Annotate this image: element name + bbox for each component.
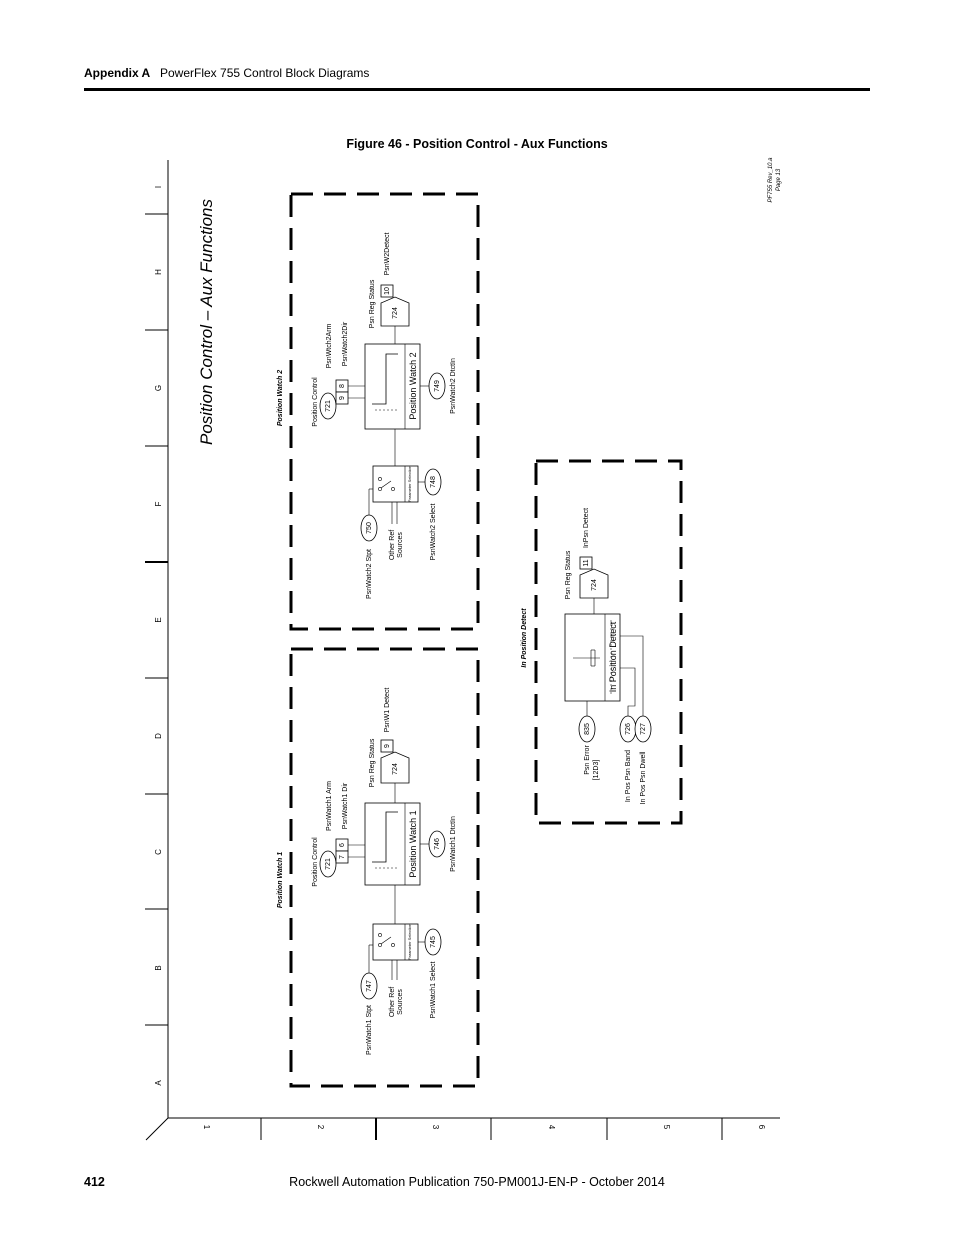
watch1-dir-label: PsnWatch1 Dir bbox=[342, 782, 349, 830]
position-watch-2 bbox=[277, 233, 457, 599]
inpos-group-title: In Position Detect bbox=[521, 608, 528, 668]
page-label: Page 13 bbox=[776, 168, 782, 192]
watch1-block-label: Position Watch 1 bbox=[408, 810, 418, 878]
watch1-bit-dir: 7 bbox=[339, 855, 346, 859]
row-label-f: F bbox=[154, 501, 163, 507]
watch2-stpt-param: 750 bbox=[366, 522, 373, 534]
col-label-1: 1 bbox=[202, 1124, 211, 1130]
col-label-2: 2 bbox=[316, 1124, 325, 1130]
inpos-detect-label: InPsn Detect bbox=[583, 507, 590, 549]
col-label-3: 3 bbox=[431, 1124, 440, 1130]
watch1-group-title: Position Watch 1 bbox=[277, 851, 284, 909]
watch1-detect-label: PsnW1 Detect bbox=[384, 687, 391, 733]
row-label-b: B bbox=[154, 965, 163, 971]
watch1-pos-control-param: 721 bbox=[325, 858, 332, 870]
watch2-dir-label: PsnWatch2Dir bbox=[342, 321, 349, 367]
row-label-a: A bbox=[154, 1080, 163, 1086]
inpos-error-ref: [12D3] bbox=[593, 759, 600, 781]
watch2-sources: Sources bbox=[397, 532, 404, 558]
watch1-status-bit: 9 bbox=[384, 744, 391, 748]
watch2-bit-dir: 9 bbox=[339, 396, 346, 400]
watch1-dtctin-param: 746 bbox=[434, 838, 441, 850]
inpos-dwell-label: In Pos Psn Dwell bbox=[640, 751, 647, 805]
figure-title: Figure 46 - Position Control - Aux Functions bbox=[346, 137, 608, 151]
inpos-status-param: 724 bbox=[591, 579, 598, 591]
header-title: PowerFlex 755 Control Block Diagrams bbox=[160, 66, 370, 80]
watch1-dtctin-label: PsnWatch1 DtctIn bbox=[450, 816, 457, 872]
col-label-6: 6 bbox=[757, 1124, 766, 1130]
watch2-stpt-label: PsnWatch2 Stpt bbox=[366, 549, 373, 599]
inpos-status-bit: 11 bbox=[583, 559, 590, 567]
inpos-band-label: In Pos Psn Band bbox=[625, 749, 632, 803]
inpos-dwell-param: 727 bbox=[640, 723, 647, 735]
watch2-status-label: Psn Reg Status bbox=[369, 279, 376, 329]
inpos-error-param: 835 bbox=[584, 723, 591, 735]
watch1-select-param: 745 bbox=[430, 936, 437, 948]
row-label-h: H bbox=[154, 269, 163, 275]
watch1-selector-label: Parameter Selection bbox=[407, 923, 412, 961]
watch1-status-label: Psn Reg Status bbox=[369, 738, 376, 788]
inpos-band-param: 726 bbox=[625, 723, 632, 735]
watch1-bit-arm: 6 bbox=[339, 843, 346, 847]
row-label-c: C bbox=[154, 849, 163, 855]
header-section: Appendix A bbox=[84, 66, 151, 80]
watch2-status-bit: 10 bbox=[384, 287, 391, 295]
watch2-detect-label: PsnW2Detect bbox=[384, 232, 391, 276]
diagram-main-title: Position Control – Aux Functions bbox=[197, 199, 216, 445]
watch1-other-ref: Other Ref bbox=[389, 986, 396, 1018]
watch2-dtctin-param: 749 bbox=[434, 380, 441, 392]
watch1-stpt-label: PsnWatch1 Stpt bbox=[366, 1005, 373, 1055]
page-number: 412 bbox=[84, 1175, 105, 1189]
inpos-status-label: Psn Reg Status bbox=[565, 550, 572, 600]
inpos-error-label: Psn Error bbox=[584, 745, 591, 775]
watch2-arm-label: PsnWtch2Arm bbox=[326, 323, 333, 369]
row-label-d: D bbox=[154, 733, 163, 739]
watch1-sources: Sources bbox=[397, 989, 404, 1015]
watch2-pos-control-param: 721 bbox=[325, 400, 332, 412]
revision-label: PF755 Rev_10.a bbox=[768, 157, 774, 203]
row-label-e: E bbox=[154, 617, 163, 623]
watch2-pos-control-label: Position Control bbox=[312, 377, 319, 427]
row-label-i: I bbox=[154, 185, 163, 189]
watch2-other-ref: Other Ref bbox=[389, 529, 396, 561]
row-label-g: G bbox=[154, 384, 163, 392]
watch2-status-param: 724 bbox=[392, 307, 399, 319]
watch2-selector-label: Parameter Selection bbox=[407, 465, 412, 503]
watch2-group-title: Position Watch 2 bbox=[277, 369, 284, 427]
watch1-pos-control-label: Position Control bbox=[312, 837, 319, 887]
watch1-select-label: PsnWatch1 Select bbox=[430, 961, 437, 1019]
in-position-detect bbox=[521, 508, 651, 805]
col-label-4: 4 bbox=[547, 1124, 556, 1130]
watch1-arm-label: PsnWatch1 Arm bbox=[326, 781, 333, 831]
watch2-bit-arm: 8 bbox=[339, 384, 346, 388]
watch1-status-param: 724 bbox=[392, 763, 399, 775]
position-watch-1 bbox=[277, 688, 457, 1055]
inpos-block-label: In Position Detect bbox=[608, 621, 618, 693]
col-label-5: 5 bbox=[662, 1124, 671, 1130]
publication-info: Rockwell Automation Publication 750-PM001J-EN-P - October 2014 bbox=[289, 1175, 665, 1189]
watch2-dtctin-label: PsnWatch2 DtctIn bbox=[450, 358, 457, 414]
watch2-select-label: PsnWatch2 Select bbox=[430, 503, 437, 561]
watch2-select-param: 748 bbox=[430, 476, 437, 488]
watch2-block-label: Position Watch 2 bbox=[408, 352, 418, 420]
watch1-stpt-param: 747 bbox=[366, 980, 373, 992]
